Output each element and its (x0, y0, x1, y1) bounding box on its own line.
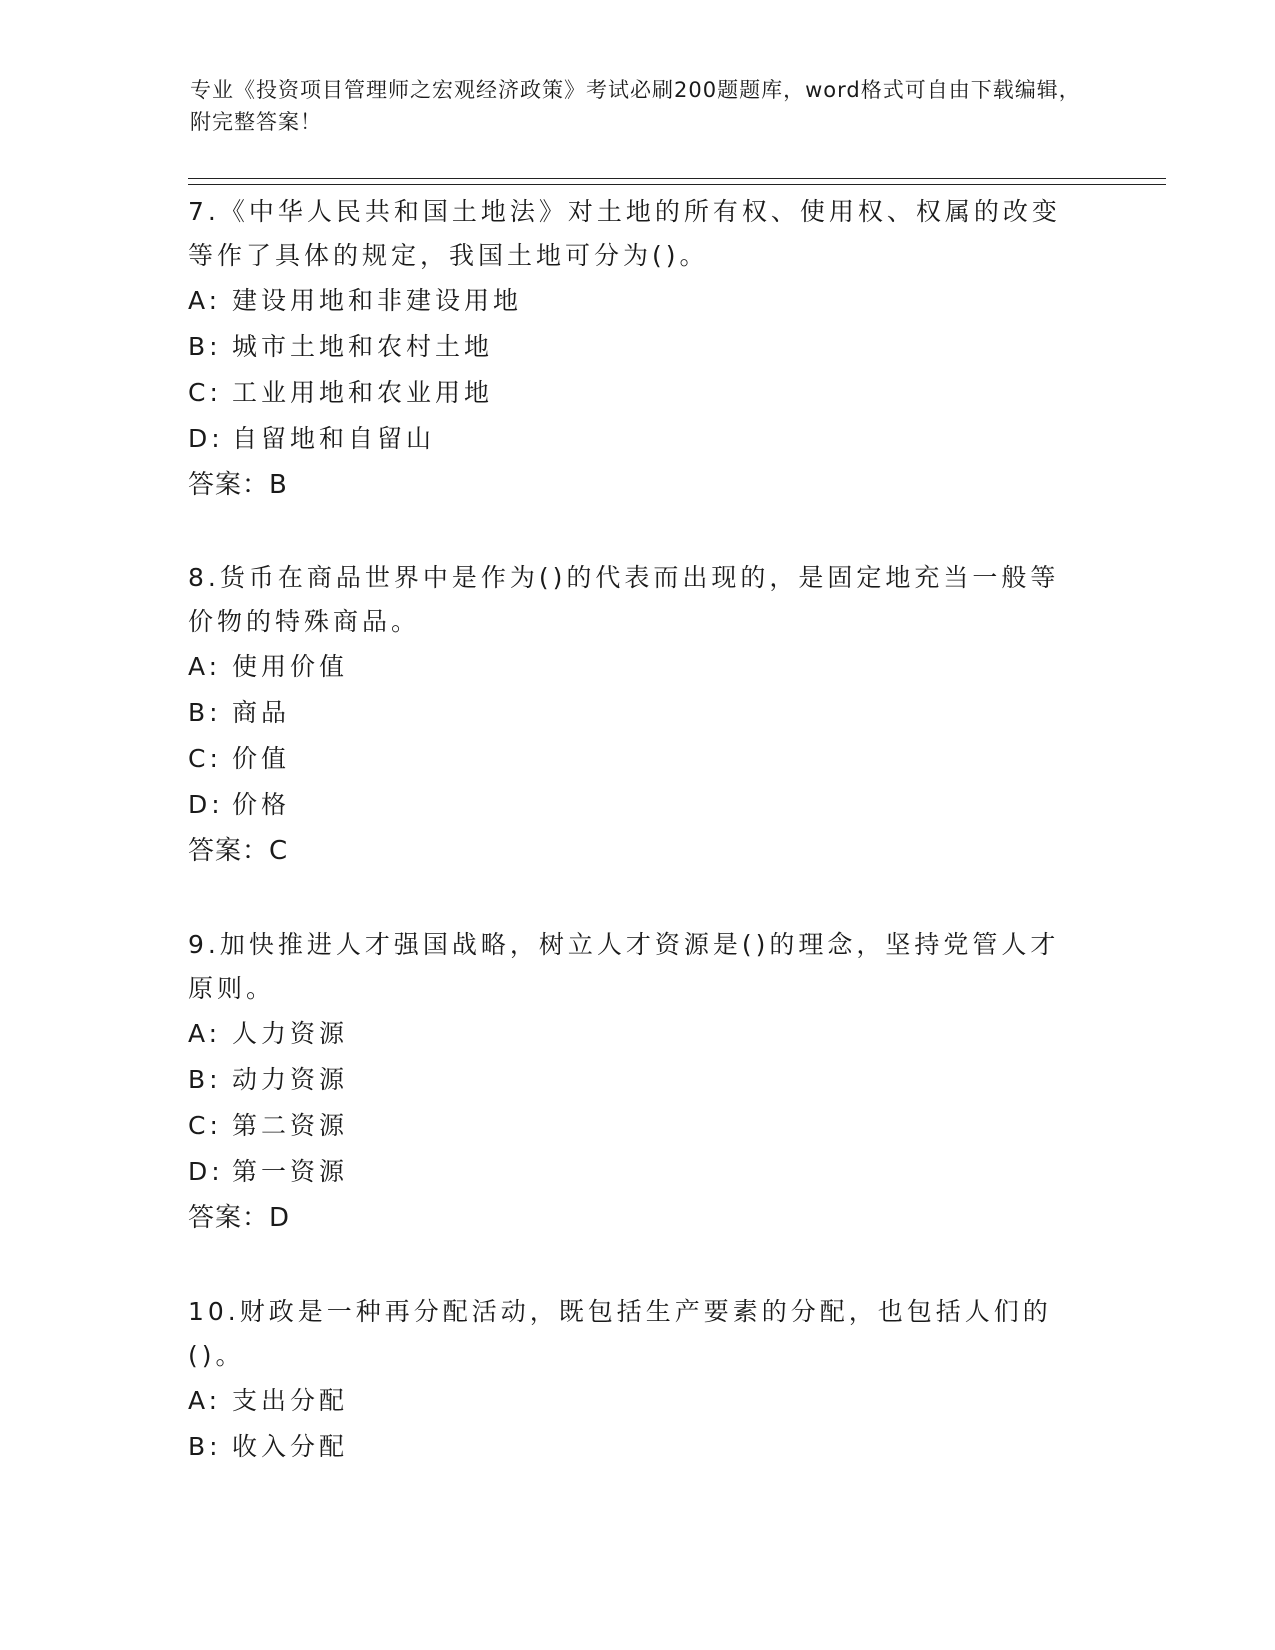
option-key: C: (188, 744, 222, 773)
option-c (188, 370, 1088, 416)
option-text: 价格 (232, 790, 291, 819)
option-text: 城市土地和农村土地 (232, 332, 494, 361)
option-text: 收入分配 (232, 1432, 349, 1461)
option-key: A: (188, 652, 222, 681)
option-b (188, 690, 1088, 736)
option-d (188, 782, 1088, 828)
option-key: B: (188, 332, 222, 361)
option-c (188, 736, 1088, 782)
question-9 (188, 923, 1088, 1241)
header-divider-bottom (188, 184, 1166, 185)
document-intro: 专业《投资项目管理师之宏观经济政策》考试必刷200题题库，word格式可自由下载编辑，附完整答案！ (190, 78, 1081, 134)
option-c (188, 1103, 1088, 1149)
answer-line: 答案：B (188, 470, 288, 500)
option-key: A: (188, 1386, 222, 1415)
option-text: 商品 (232, 698, 291, 727)
option-text: 建设用地和非建设用地 (232, 286, 523, 315)
option-d (188, 1149, 1088, 1195)
option-key: A: (188, 286, 222, 315)
option-text: 支出分配 (232, 1386, 349, 1415)
answer-line: 答案：D (188, 1203, 291, 1233)
answer-line: 答案：C (188, 836, 289, 866)
option-text: 工业用地和农业用地 (232, 378, 494, 407)
question-stem: 10.财政是一种再分配活动，既包括生产要素的分配，也包括人们的()。 (188, 1297, 1052, 1370)
option-text: 人力资源 (232, 1019, 349, 1048)
option-text: 动力资源 (232, 1065, 349, 1094)
option-key: A: (188, 1019, 222, 1048)
question-8 (188, 556, 1088, 874)
question-10 (188, 1290, 1088, 1470)
option-b (188, 324, 1088, 370)
option-key: C: (188, 378, 222, 407)
question-7 (188, 190, 1088, 508)
option-a (188, 644, 1088, 690)
option-b (188, 1057, 1088, 1103)
option-key: D: (188, 790, 224, 819)
option-text: 自留地和自留山 (232, 424, 436, 453)
option-text: 第二资源 (232, 1111, 349, 1140)
option-key: D: (188, 424, 224, 453)
option-key: C: (188, 1111, 222, 1140)
option-a (188, 1378, 1088, 1424)
option-a (188, 278, 1088, 324)
option-text: 使用价值 (232, 652, 349, 681)
question-stem: 7.《中华人民共和国土地法》对土地的所有权、使用权、权属的改变等作了具体的规定，我国土地可分为()。 (188, 197, 1061, 270)
header-divider-top (188, 178, 1166, 179)
option-d (188, 416, 1088, 462)
option-key: B: (188, 698, 222, 727)
option-text: 第一资源 (232, 1157, 349, 1186)
option-key: B: (188, 1432, 222, 1461)
question-stem: 8.货币在商品世界中是作为()的代表而出现的，是固定地充当一般等价物的特殊商品。 (188, 563, 1060, 636)
question-stem: 9.加快推进人才强国战略，树立人才资源是()的理念，坚持党管人才原则。 (188, 930, 1060, 1003)
option-key: D: (188, 1157, 224, 1186)
option-text: 价值 (232, 744, 291, 773)
option-a (188, 1011, 1088, 1057)
option-key: B: (188, 1065, 222, 1094)
option-b (188, 1424, 1088, 1470)
